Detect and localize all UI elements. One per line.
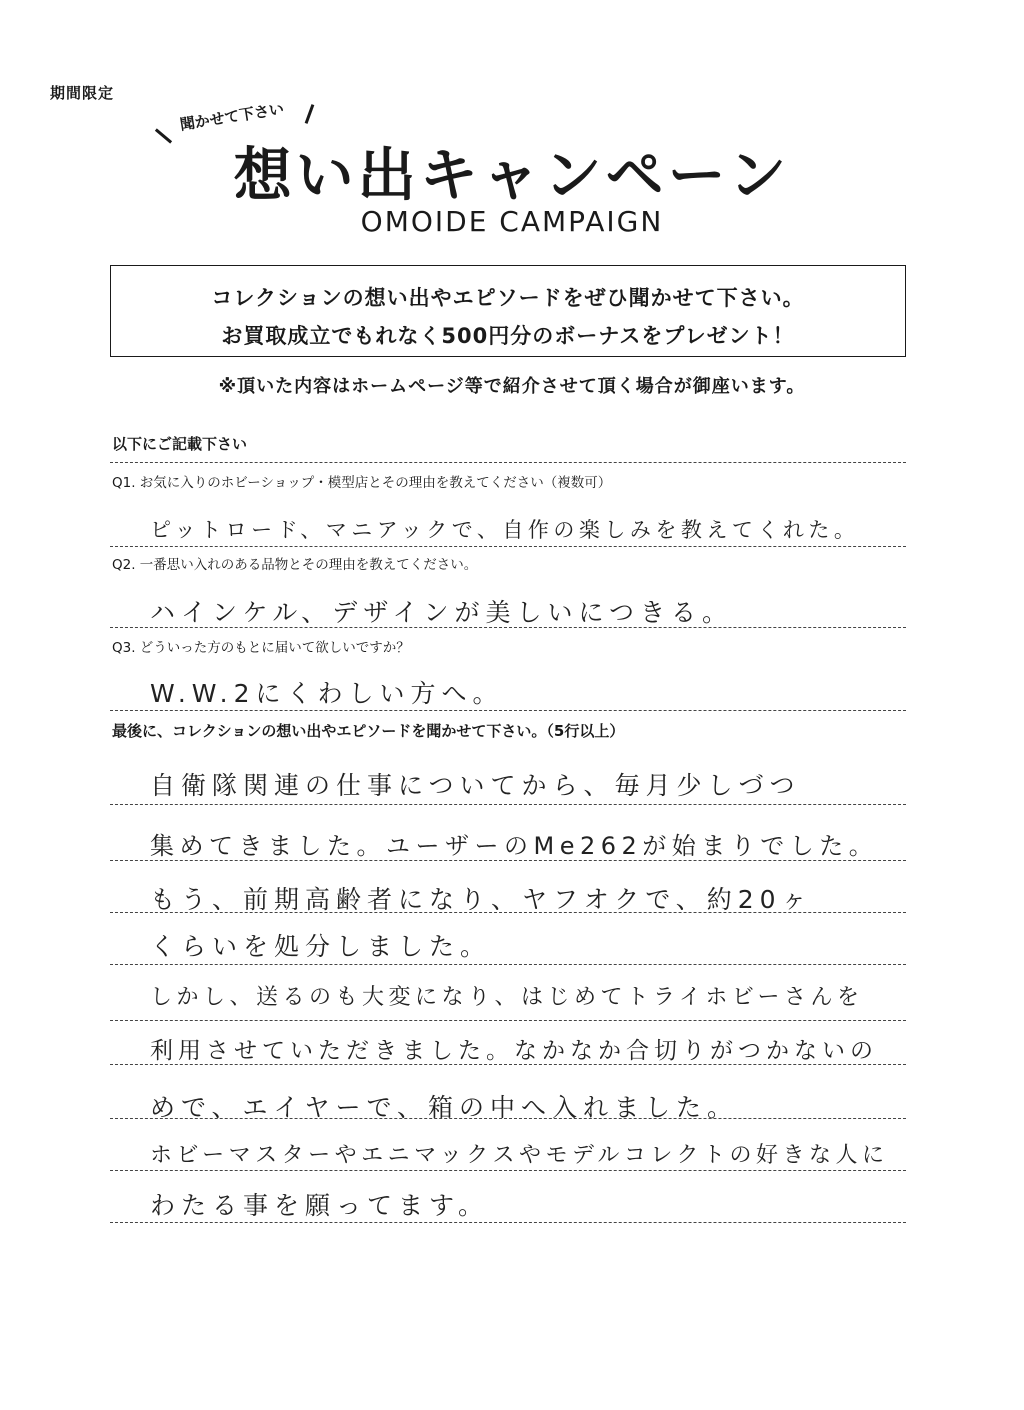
episode-line[interactable]: 自衛隊関連の仕事についてから、毎月少しづつ (150, 771, 801, 800)
q3-answer[interactable]: W.W.2にくわしい方へ。 (150, 679, 504, 708)
writing-line (110, 964, 906, 965)
answer-line (110, 710, 906, 711)
info-box (110, 265, 906, 357)
episode-line[interactable]: ホビーマスターやエニマックスやモデルコレクトの好きな人に (150, 1143, 889, 1168)
campaign-title-en: OMOIDE CAMPAIGN (360, 205, 664, 238)
episode-line[interactable]: しかし、送るのも大変になり、はじめてトライホビーさんを (150, 985, 864, 1010)
answer-line (110, 627, 906, 628)
subtitle: 聞かせて下さい (178, 99, 286, 134)
episode-line[interactable]: もう、前期高齢者になり、ヤフオクで、約20ヶ (150, 885, 813, 914)
writing-line (110, 1020, 906, 1021)
episode-line[interactable]: めで、エイヤーで、箱の中へ入れました。 (150, 1093, 739, 1122)
q3-label: Q3. どういった方のもとに届いて欲しいですか？ (112, 640, 410, 656)
divider (110, 462, 906, 463)
final-question-label: 最後に、コレクションの想い出やエピソードを聞かせて下さい。（5行以上） (112, 722, 625, 740)
writing-line (110, 1118, 906, 1119)
info-line-2: お買取成立でもれなく500円分のボーナスをプレゼント！ (221, 324, 795, 348)
form-intro: 以下にご記載下さい (112, 435, 248, 453)
episode-line[interactable]: 利用させていただきました。なかなか合切りがつかないの (150, 1038, 878, 1064)
writing-line (110, 1222, 906, 1223)
q2-answer[interactable]: ハインケル、デザインが美しいにつきる。 (150, 598, 734, 627)
writing-line (110, 804, 906, 805)
q2-label: Q2. 一番思い入れのある品物とその理由を教えてください。 (112, 557, 478, 573)
disclaimer-note: ※頂いた内容はホームページ等で紹介させて頂く場合が御座います。 (218, 376, 806, 397)
writing-line (110, 912, 906, 913)
writing-line (110, 1170, 906, 1171)
info-line-1: コレクションの想い出やエピソードをぜひ聞かせて下さい。 (211, 286, 805, 310)
episode-line[interactable]: 集めてきました。ユーザーのMe262が始まりでした。 (150, 832, 879, 860)
writing-line (110, 860, 906, 861)
answer-line (110, 546, 906, 547)
campaign-title: 想い出キャンペーン (233, 141, 791, 209)
limited-time-label: 期間限定 (50, 84, 115, 102)
episode-line[interactable]: くらいを処分しました。 (150, 932, 492, 961)
q1-answer[interactable]: ピットロード、マニアックで、自作の楽しみを教えてくれた。 (150, 518, 860, 542)
right-slash-mark (305, 104, 315, 124)
episode-line[interactable]: わたる事を願ってます。 (150, 1191, 490, 1220)
writing-line (110, 1064, 906, 1065)
q1-label: Q1. お気に入りのホビーショップ・模型店とその理由を教えてください（複数可） (112, 475, 612, 491)
